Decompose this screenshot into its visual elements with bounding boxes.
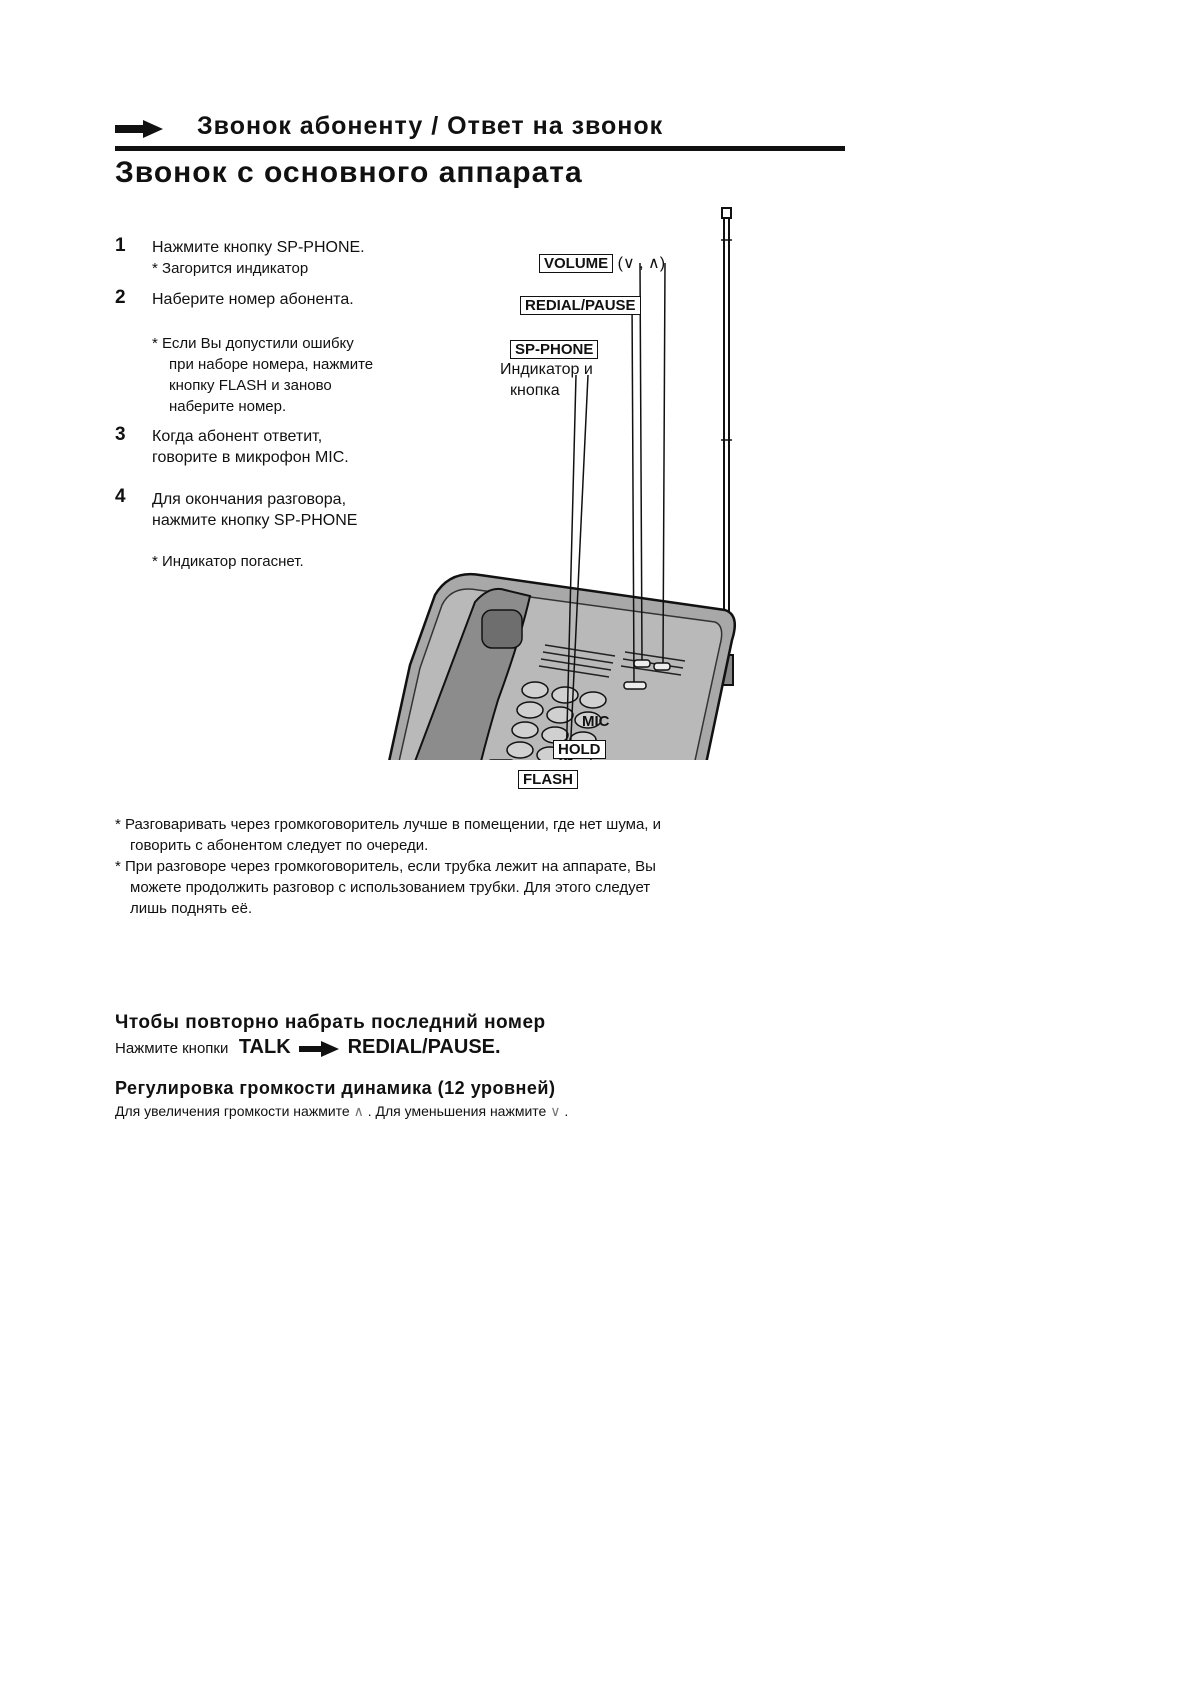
step-3-line-2: говорите в микрофон MIC. [152, 449, 349, 466]
sp-phone-label: SP-PHONE [510, 340, 598, 359]
step-4-number: 4 [115, 486, 126, 507]
page-title: Звонок с основного аппарата [115, 156, 583, 189]
arrow-right-icon [299, 1041, 339, 1057]
footnote-2-line-3: лишь поднять её. [130, 900, 253, 917]
step-4-line-1: Для окончания разговора, [152, 491, 347, 508]
flash-label: FLASH [518, 770, 578, 789]
step-4-note: * Индикатор погаснет. [152, 553, 304, 570]
step-1-text: Нажмите кнопку SP-PHONE. [152, 239, 365, 256]
sp-phone-caption-line-2: кнопка [510, 382, 560, 399]
volume-callout [539, 253, 665, 273]
volume-text-down: . Для уменьшения нажмите [367, 1103, 547, 1119]
phone-base-illustration [380, 200, 760, 760]
volume-text-up: Для увеличения громкости нажмите [115, 1103, 350, 1119]
hold-label: HOLD [553, 740, 606, 759]
volume-label: VOLUME [539, 254, 613, 273]
talk-key-label: TALK [238, 1036, 291, 1058]
step-2-note-line-4: наберите номер. [169, 398, 287, 415]
section-title: Звонок абоненту / Ответ на звонок [197, 112, 664, 140]
footnote-1-line-2: говорить с абонентом следует по очереди. [130, 837, 429, 854]
step-3-line-1: Когда абонент ответит, [152, 428, 323, 445]
volume-heading: Регулировка громкости динамика (12 уровней) [115, 1078, 556, 1098]
step-2-note-line-2: при наборе номера, нажмите [169, 356, 374, 373]
footnote-2-line-2: можете продолжить разговор с использованием трубки. Для этого следует [130, 879, 651, 896]
step-2-note-line-3: кнопку FLASH и заново [169, 377, 332, 394]
redial-pause-button [624, 682, 646, 689]
step-1-number: 1 [115, 235, 126, 256]
redial-heading: Чтобы повторно набрать последний номер [115, 1012, 546, 1033]
step-2-number: 2 [115, 287, 126, 308]
volume-text-end: . [564, 1103, 569, 1119]
down-arrow-icon: ∨ [550, 1103, 561, 1119]
redial-pause-label: REDIAL/PAUSE [520, 296, 641, 315]
step-2-note-line-1: * Если Вы допустили ошибку [152, 335, 354, 352]
footnote-1-line-1: * Разговаривать через громкоговоритель лучше в помещении, где нет шума, и [115, 816, 662, 833]
mic-label: MIC [582, 713, 610, 730]
step-3-number: 3 [115, 424, 126, 445]
section-header [115, 110, 845, 150]
volume-down-button [634, 660, 650, 667]
footnote-2-line-1: * При разговоре через громкоговоритель, если трубка лежит на аппарате, Вы [115, 858, 656, 875]
redial-instruction [115, 1036, 501, 1059]
volume-up-button [654, 663, 670, 670]
header-divider [115, 146, 845, 151]
step-1-note: * Загорится индикатор [152, 260, 309, 277]
volume-instruction [115, 1103, 568, 1120]
volume-arrows: (∨ , ∧) [617, 255, 666, 272]
redial-prefix: Нажмите кнопки [115, 1040, 229, 1057]
sp-phone-caption-line-1: Индикатор и [500, 361, 593, 378]
step-4-line-2: нажмите кнопку SP-PHONE [152, 512, 358, 529]
redial-pause-key-label: REDIAL/PAUSE. [347, 1036, 501, 1058]
arrow-right-icon [115, 120, 163, 138]
up-arrow-icon: ∧ [353, 1103, 364, 1119]
step-2-text: Наберите номер абонента. [152, 291, 354, 308]
